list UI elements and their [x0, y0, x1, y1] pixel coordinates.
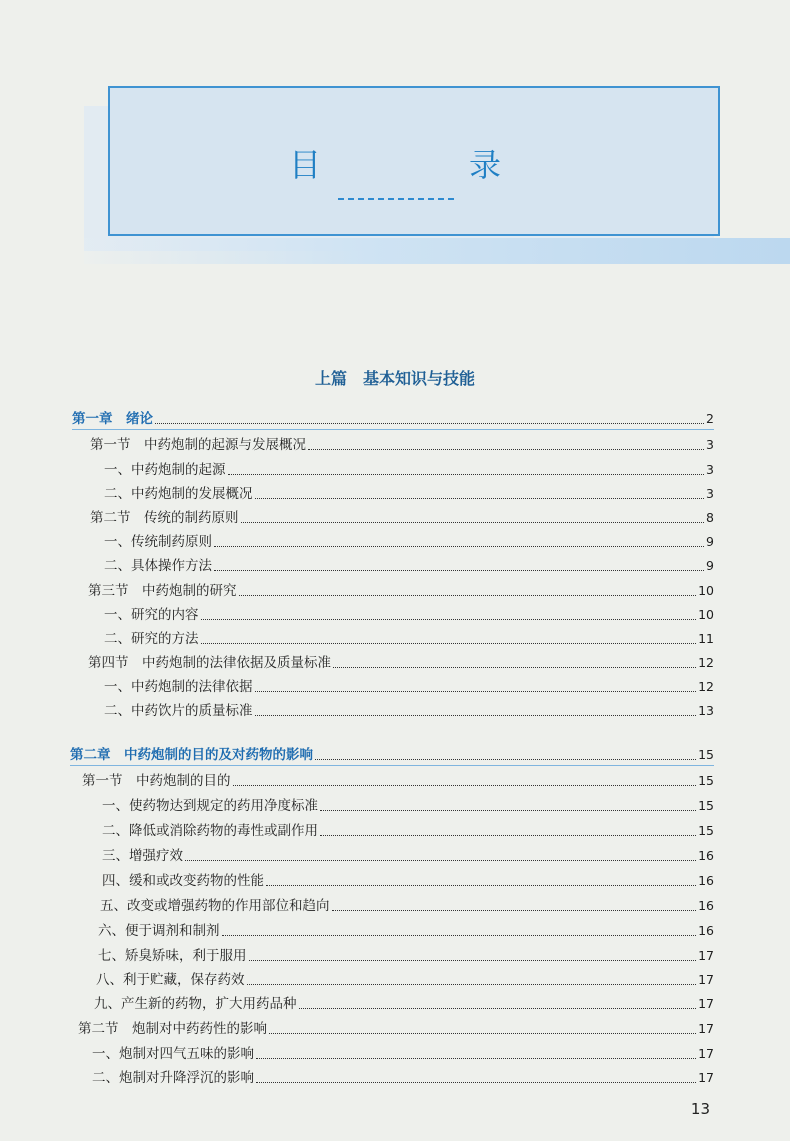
toc-page-number: 15: [698, 823, 714, 838]
leader-dots: [214, 546, 704, 547]
toc-section-label: 第二节 炮制对中药药性的影响: [78, 1021, 267, 1037]
leader-dots: [333, 667, 696, 668]
toc-item[interactable]: [102, 868, 714, 890]
toc-section[interactable]: [82, 768, 714, 790]
toc-page-number: 17: [698, 1046, 714, 1061]
toc-item-label: 一、传统制药原则: [104, 534, 212, 550]
toc-page-number: 15: [698, 747, 714, 762]
toc-page-number: 3: [706, 486, 714, 501]
page-number: 13: [690, 1100, 710, 1118]
toc-section-label: 第二节 传统的制药原则: [90, 510, 239, 526]
toc-item[interactable]: [104, 481, 714, 503]
toc-chapter[interactable]: [72, 406, 714, 428]
toc-item[interactable]: [104, 553, 714, 575]
toc-item-label: 二、中药饮片的质量标准: [104, 703, 253, 719]
leader-dots: [320, 810, 696, 811]
leader-dots: [201, 619, 697, 620]
toc-page-number: 9: [706, 534, 714, 549]
toc-item-label: 一、研究的内容: [104, 607, 199, 623]
toc-item[interactable]: [102, 793, 714, 815]
title-underline: [338, 198, 454, 200]
leader-dots: [249, 960, 697, 961]
toc-item[interactable]: [102, 818, 714, 840]
leader-dots: [332, 910, 697, 911]
toc-page-number: 13: [698, 703, 714, 718]
toc-item-label: 一、炮制对四气五味的影响: [92, 1046, 254, 1062]
toc-item[interactable]: [104, 529, 714, 551]
toc-item-label: 九、产生新的药物，扩大用药品种: [94, 996, 297, 1012]
toc-page-number: 16: [698, 923, 714, 938]
leader-dots: [214, 570, 704, 571]
leader-dots: [255, 691, 697, 692]
toc-section-label: 第三节 中药炮制的研究: [88, 583, 237, 599]
toc-item[interactable]: [98, 918, 714, 940]
leader-dots: [266, 885, 696, 886]
toc-page-number: 8: [706, 510, 714, 525]
toc-page-number: 17: [698, 948, 714, 963]
toc-item[interactable]: [104, 674, 714, 696]
toc-chapter-label: 第一章 绪论: [72, 411, 153, 427]
toc-section[interactable]: [88, 578, 714, 600]
leader-dots: [222, 935, 697, 936]
chapter-rule: [72, 429, 714, 430]
toc-section[interactable]: [90, 505, 714, 527]
toc-item[interactable]: [92, 1041, 714, 1063]
toc-page-number: 12: [698, 655, 714, 670]
toc-page-number: 12: [698, 679, 714, 694]
leader-dots: [233, 785, 697, 786]
toc-page-number: 2: [706, 411, 714, 426]
leader-dots: [185, 860, 696, 861]
toc-page-number: 3: [706, 462, 714, 477]
toc-section-label: 第一节 中药炮制的目的: [82, 773, 231, 789]
toc-page-number: 10: [698, 583, 714, 598]
leader-dots: [320, 835, 696, 836]
toc-item-label: 六、便于调剂和制剂: [98, 923, 220, 939]
toc-item[interactable]: [94, 991, 714, 1013]
leader-dots: [155, 423, 704, 424]
toc-item[interactable]: [96, 967, 714, 989]
toc-item-label: 二、具体操作方法: [104, 558, 212, 574]
toc-section[interactable]: [88, 650, 714, 672]
toc-page-number: 10: [698, 607, 714, 622]
toc-page-number: 11: [698, 631, 714, 646]
toc-item-label: 七、矫臭矫味，利于服用: [98, 948, 247, 964]
toc-item[interactable]: [104, 626, 714, 648]
toc-item-label: 二、降低或消除药物的毒性或副作用: [102, 823, 318, 839]
toc-item-label: 五、改变或增强药物的作用部位和趋向: [100, 898, 330, 914]
toc-page-number: 17: [698, 972, 714, 987]
chapter-rule: [70, 765, 714, 766]
toc-item-label: 一、使药物达到规定的药用净度标准: [102, 798, 318, 814]
toc-item-label: 三、增强疗效: [102, 848, 183, 864]
toc-item-label: 四、缓和或改变药物的性能: [102, 873, 264, 889]
leader-dots: [255, 498, 705, 499]
leader-dots: [315, 759, 696, 760]
leader-dots: [256, 1058, 696, 1059]
toc-page-number: 17: [698, 1070, 714, 1085]
toc-item-label: 二、中药炮制的发展概况: [104, 486, 253, 502]
leader-dots: [228, 474, 705, 475]
toc-item-label: 八、利于贮藏，保存药效: [96, 972, 245, 988]
toc-item-label: 二、研究的方法: [104, 631, 199, 647]
leader-dots: [269, 1033, 696, 1034]
leader-dots: [299, 1008, 697, 1009]
toc-item[interactable]: [104, 602, 714, 624]
toc-item[interactable]: [100, 893, 714, 915]
leader-dots: [247, 984, 697, 985]
toc-item[interactable]: [102, 843, 714, 865]
toc-item-label: 一、中药炮制的起源: [104, 462, 226, 478]
toc-page-number: 16: [698, 848, 714, 863]
toc-page-number: 15: [698, 773, 714, 788]
page-title: 目 录: [288, 146, 559, 184]
toc-section-label: 第一节 中药炮制的起源与发展概况: [90, 437, 306, 453]
toc-page-number: 16: [698, 873, 714, 888]
leader-dots: [255, 715, 697, 716]
toc-item[interactable]: [104, 698, 714, 720]
leader-dots: [241, 522, 705, 523]
toc-page-number: 17: [698, 996, 714, 1011]
toc-item[interactable]: [92, 1065, 714, 1087]
toc-page-number: 16: [698, 898, 714, 913]
toc-chapter[interactable]: [70, 742, 714, 764]
toc-page-number: 17: [698, 1021, 714, 1036]
leader-dots: [239, 595, 697, 596]
toc-page-number: 15: [698, 798, 714, 813]
toc-page-number: 9: [706, 558, 714, 573]
toc-item-label: 一、中药炮制的法律依据: [104, 679, 253, 695]
toc-item[interactable]: [104, 457, 714, 479]
toc-section[interactable]: [78, 1016, 714, 1038]
toc-page-number: 3: [706, 437, 714, 452]
part-heading: 上篇 基本知识与技能: [314, 369, 475, 388]
leader-dots: [256, 1082, 696, 1083]
toc-item-label: 二、炮制对升降浮沉的影响: [92, 1070, 254, 1086]
leader-dots: [308, 449, 704, 450]
leader-dots: [201, 643, 697, 644]
toc-chapter-label: 第二章 中药炮制的目的及对药物的影响: [70, 747, 313, 763]
toc-section[interactable]: [90, 432, 714, 454]
toc-section-label: 第四节 中药炮制的法律依据及质量标准: [88, 655, 331, 671]
toc-item[interactable]: [98, 943, 714, 965]
banner-stripe: [84, 238, 790, 264]
